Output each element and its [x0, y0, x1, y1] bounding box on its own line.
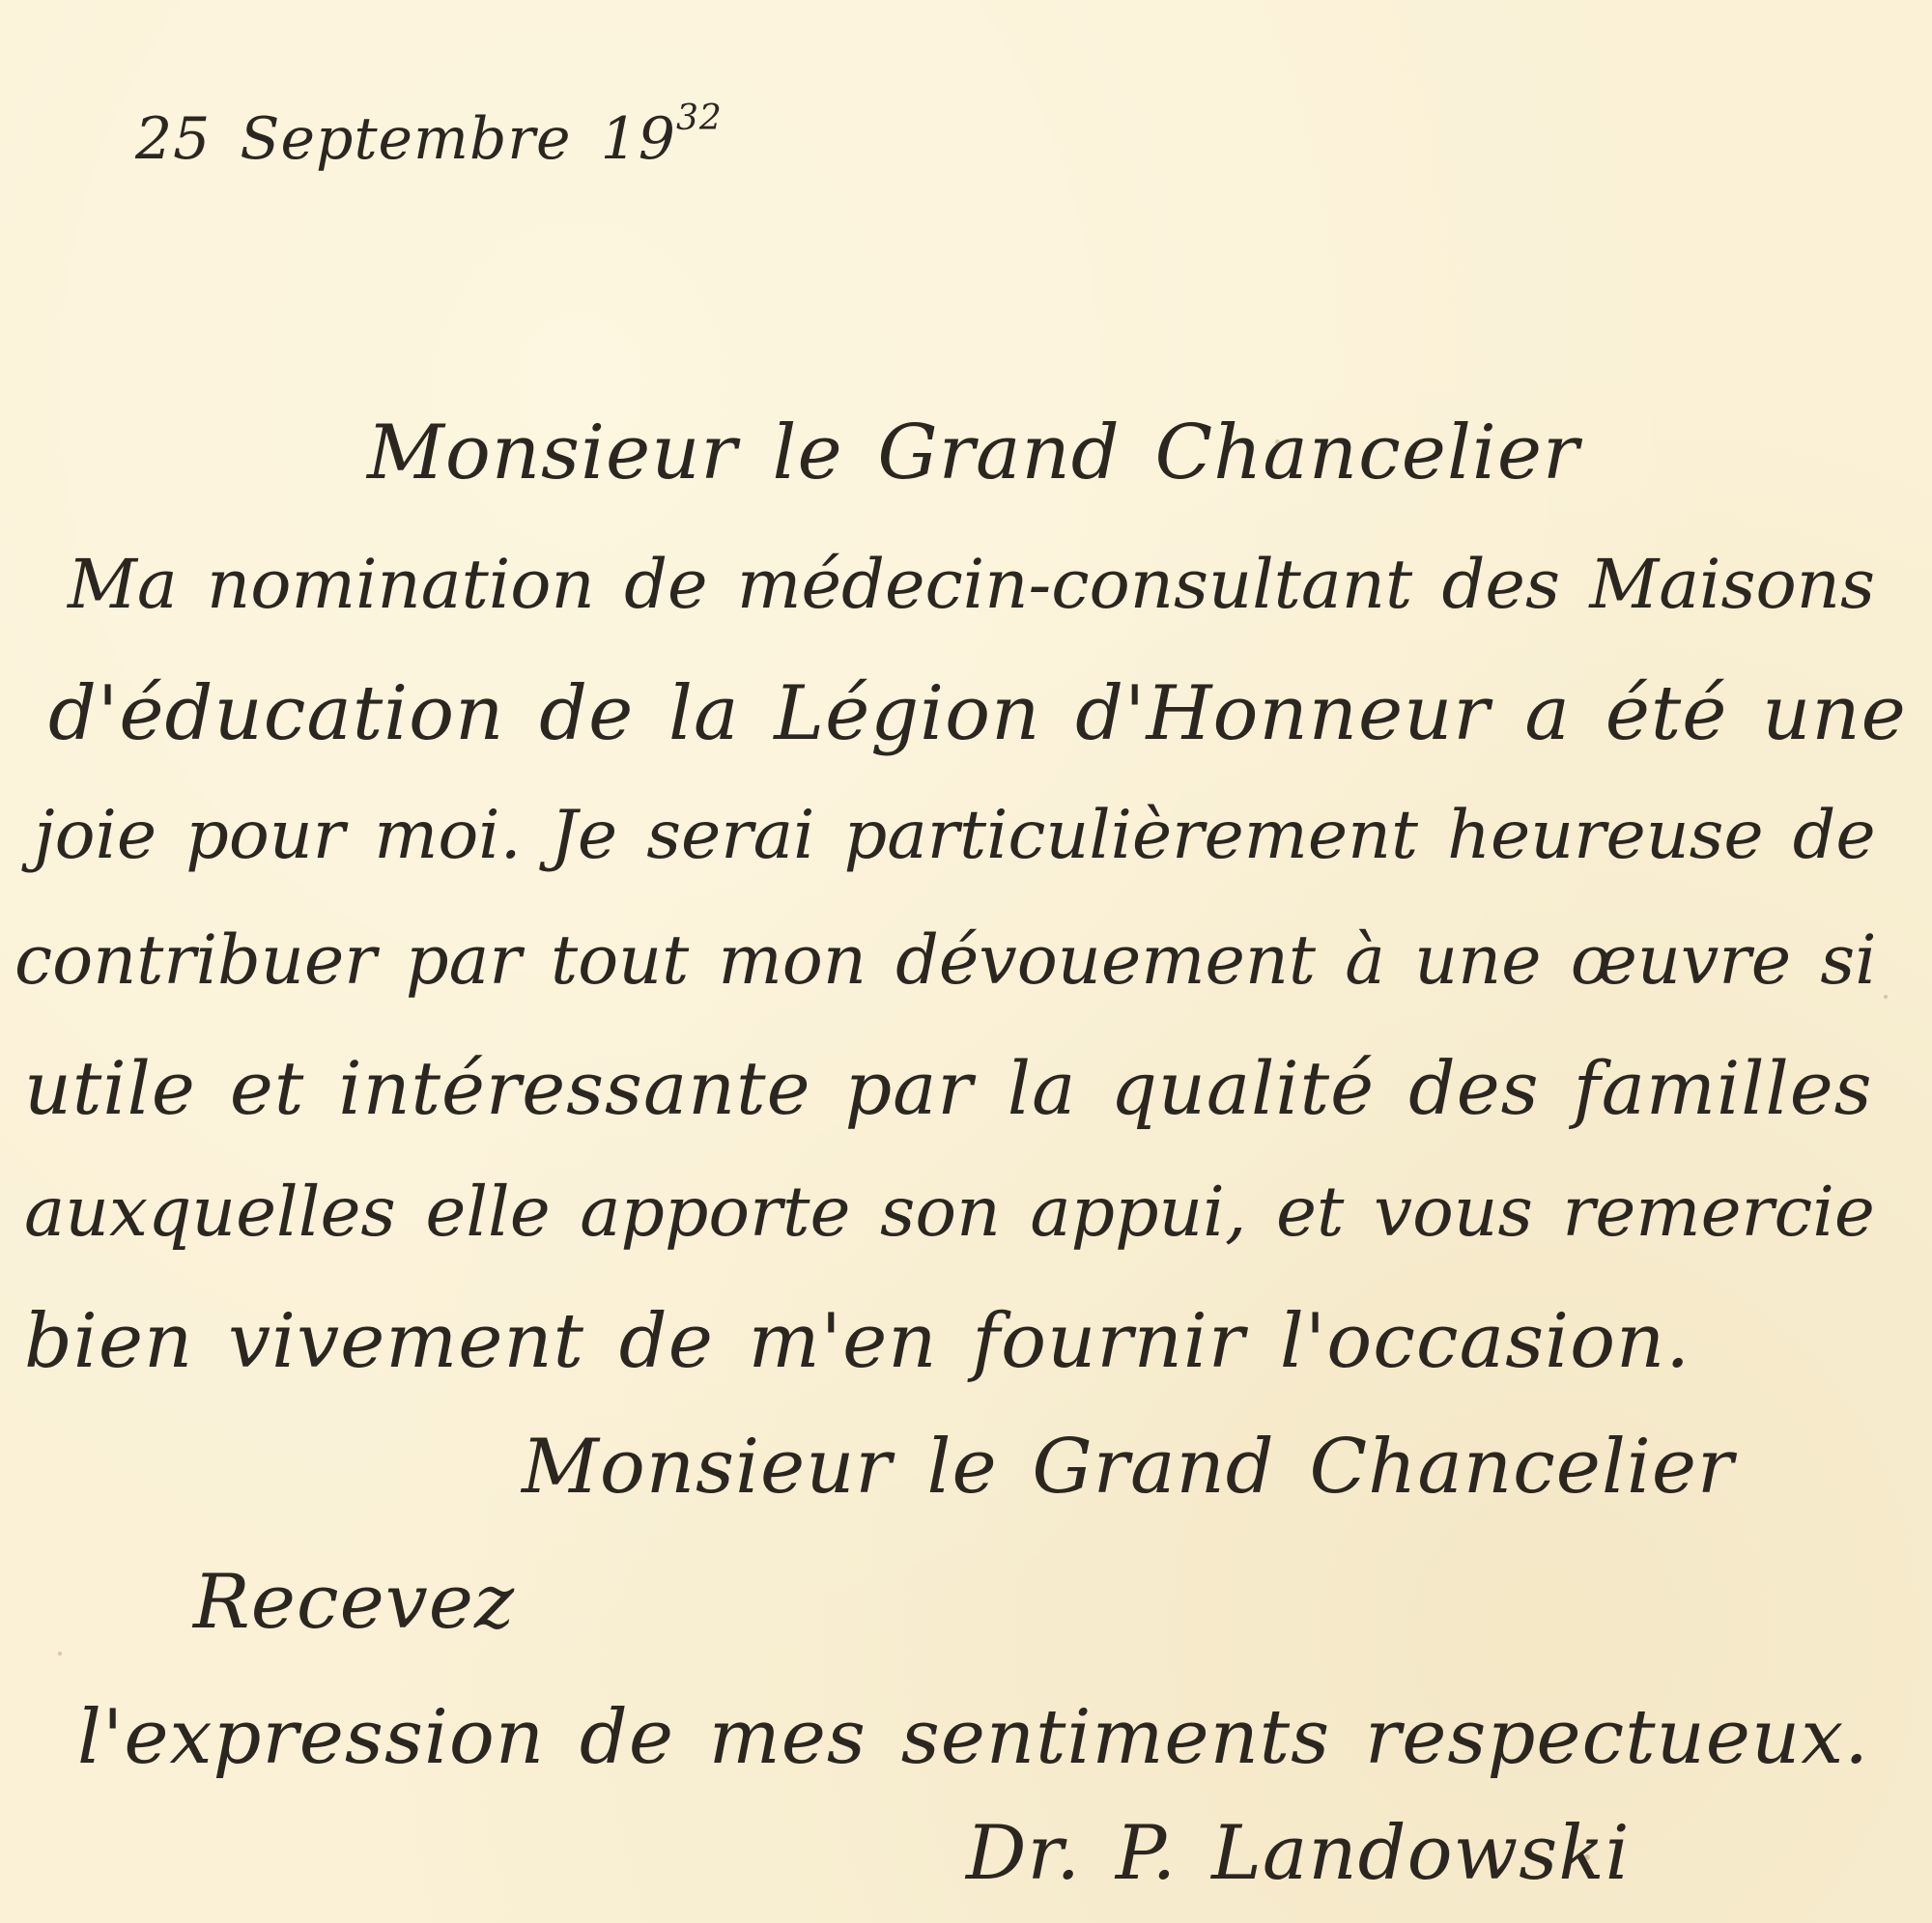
- letter-body-line-5: utile et intéressante par la qualité des familles: [24, 1046, 1873, 1131]
- letter-body-line-6: auxquelles elle apporte son appui, et vous remercie: [24, 1172, 1875, 1252]
- paper-speck: [1884, 995, 1888, 999]
- letter-date-text: 25 Septembre 19: [135, 105, 676, 173]
- letter-closing-address: Monsieur le Grand Chancelier: [522, 1424, 1735, 1511]
- letter-body-line-7: bien vivement de m'en fournir l'occasion.: [24, 1298, 1691, 1385]
- letter-body-line-4: contribuer par tout mon dévouement à une œuvre si: [14, 921, 1877, 1000]
- letter-body-line-2: d'éducation de la Légion d'Honneur a été une: [48, 670, 1907, 757]
- letter-date: [135, 99, 723, 173]
- letter-salutation: Monsieur le Grand Chancelier: [367, 410, 1580, 496]
- letter-closing-line-1: Recevez: [193, 1559, 516, 1646]
- letter-closing-line-2: l'expression de mes sentiments respectueux.: [77, 1694, 1869, 1781]
- letter-date-year-suffix: 32: [675, 99, 723, 138]
- letter-signature: Dr. P. Landowski: [966, 1810, 1631, 1897]
- paper-speck: [58, 1652, 62, 1655]
- letter-body-line-3: joie pour moi. Je serai particulièrement heureuse de: [34, 796, 1876, 874]
- letter-body-line-1: Ma nomination de médecin-consultant des Maisons: [68, 545, 1876, 624]
